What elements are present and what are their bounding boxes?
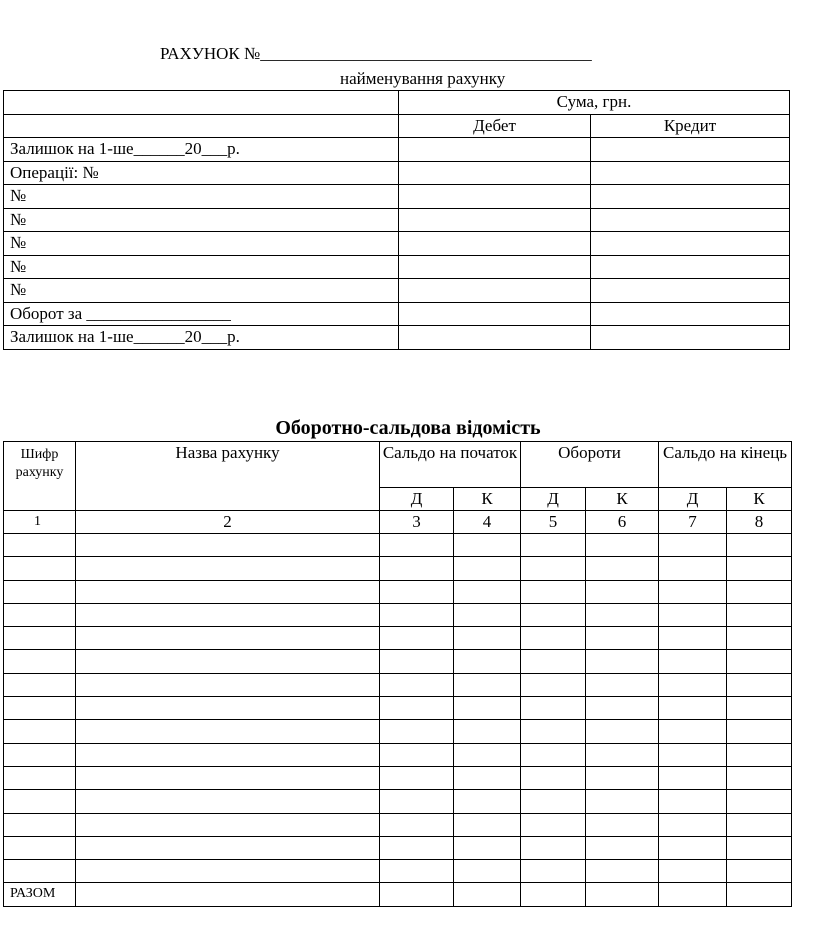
table-cell [727,534,792,557]
debit-cell [399,161,591,185]
table-cell [727,836,792,859]
table-cell [727,860,792,883]
table-cell [727,650,792,673]
col-code-header: Шифр рахунку [4,442,76,511]
total-cell [586,883,659,906]
table-cell [380,720,454,743]
dk-header: Д [521,488,586,511]
table-cell [521,697,586,720]
table-cell [586,860,659,883]
table-cell [380,650,454,673]
credit-cell [591,208,790,232]
col-number: 3 [380,511,454,534]
table-cell [659,836,727,859]
table-cell [586,697,659,720]
table-cell [727,580,792,603]
table-cell [521,603,586,626]
table-cell [659,743,727,766]
table-cell [380,790,454,813]
table-cell [521,836,586,859]
table-cell [727,766,792,789]
table-cell [659,720,727,743]
table-cell [380,534,454,557]
table-cell [454,534,521,557]
table-cell [454,697,521,720]
table-cell [380,836,454,859]
col-opening-header: Сальдо на початок [380,442,521,488]
table-cell [4,557,76,580]
table-cell [521,813,586,836]
table-cell [4,603,76,626]
table-cell [4,627,76,650]
table-cell [4,836,76,859]
table-cell [380,603,454,626]
table-cell [659,603,727,626]
table-cell [586,557,659,580]
col-number: 1 [4,511,76,534]
account-subtitle: найменування рахунку [340,69,506,88]
row-label: № [4,232,399,256]
statement-title: Оборотно-сальдова відомість [275,417,541,439]
col-turnover-header: Обороти [521,442,659,488]
row-label: Залишок на 1-ше______20___р. [4,138,399,162]
table-row [4,697,792,720]
dk-header: К [727,488,792,511]
table-cell [586,720,659,743]
row-label: Залишок на 1-ше______20___р. [4,326,399,350]
table-cell [521,673,586,696]
table-row [4,860,792,883]
empty-corner-cell [4,114,399,138]
table-cell [454,557,521,580]
table-cell [586,743,659,766]
col-number: 2 [76,511,380,534]
debit-cell [399,326,591,350]
table-cell [521,627,586,650]
dk-header: К [454,488,521,511]
table-cell [727,720,792,743]
table-cell [4,673,76,696]
row-label: № [4,185,399,209]
table-cell [4,743,76,766]
table-cell [727,603,792,626]
table-cell [454,860,521,883]
total-cell [380,883,454,906]
table-cell [586,650,659,673]
table-cell [76,720,380,743]
table-cell [586,603,659,626]
col-number: 4 [454,511,521,534]
table-cell [586,766,659,789]
table-cell [586,580,659,603]
table-cell [380,860,454,883]
dk-header: К [586,488,659,511]
table-cell [380,766,454,789]
table-cell [380,580,454,603]
table-cell [727,790,792,813]
total-cell [76,883,380,906]
total-cell [727,883,792,906]
total-cell [454,883,521,906]
table-cell [586,534,659,557]
table-cell [454,580,521,603]
col-number: 7 [659,511,727,534]
row-label: Оборот за _________________ [4,302,399,326]
table-cell [454,790,521,813]
table-row [4,650,792,673]
row-label: Операції: № [4,161,399,185]
table-cell [521,720,586,743]
table-cell [521,790,586,813]
dk-header: Д [380,488,454,511]
table-cell [76,650,380,673]
table-cell [454,650,521,673]
total-cell [521,883,586,906]
table-cell [659,673,727,696]
table-cell [76,673,380,696]
credit-cell [591,232,790,256]
table-cell [454,603,521,626]
debit-cell [399,302,591,326]
table-cell [76,580,380,603]
table-cell [4,860,76,883]
table-cell [659,557,727,580]
table-cell [76,627,380,650]
table-cell [454,720,521,743]
table-cell [454,743,521,766]
table-row [4,673,792,696]
credit-cell [591,302,790,326]
table-cell [76,836,380,859]
debit-cell [399,279,591,303]
table-cell [454,627,521,650]
debit-header: Дебет [399,114,591,138]
table-cell [659,790,727,813]
table-cell [659,534,727,557]
account-table [3,90,790,350]
account-title: РАХУНОК №_______________________________________ [160,44,592,63]
col-closing-header: Сальдо на кінець [659,442,792,488]
table-cell [586,813,659,836]
table-cell [76,743,380,766]
table-cell [380,673,454,696]
table-cell [76,766,380,789]
credit-cell [591,185,790,209]
table-cell [521,766,586,789]
table-cell [659,860,727,883]
total-label: РАЗОМ [4,883,76,906]
table-cell [727,557,792,580]
table-cell [76,860,380,883]
empty-corner-cell [4,91,399,115]
table-cell [521,743,586,766]
credit-cell [591,138,790,162]
table-cell [76,557,380,580]
table-cell [521,860,586,883]
table-row [4,743,792,766]
table-row [4,836,792,859]
row-label: № [4,255,399,279]
table-cell [454,766,521,789]
table-row [4,766,792,789]
debit-cell [399,255,591,279]
table-cell [4,720,76,743]
row-label: № [4,208,399,232]
table-cell [659,650,727,673]
col-name-header: Назва рахунку [76,442,380,511]
credit-cell [591,161,790,185]
table-cell [586,627,659,650]
table-cell [659,627,727,650]
table-cell [380,743,454,766]
table-row [4,813,792,836]
table-row [4,534,792,557]
table-cell [586,673,659,696]
table-cell [380,627,454,650]
table-cell [586,836,659,859]
table-cell [454,673,521,696]
row-label: № [4,279,399,303]
table-cell [76,697,380,720]
debit-cell [399,232,591,256]
credit-header: Кредит [591,114,790,138]
table-cell [76,603,380,626]
credit-cell [591,255,790,279]
dk-header: Д [659,488,727,511]
table-cell [521,580,586,603]
table-cell [4,580,76,603]
table-cell [380,697,454,720]
col-number: 8 [727,511,792,534]
table-cell [76,813,380,836]
table-cell [454,836,521,859]
statement-table [3,441,792,907]
table-cell [76,534,380,557]
table-row [4,790,792,813]
table-cell [4,766,76,789]
table-cell [727,697,792,720]
table-cell [380,813,454,836]
table-cell [659,697,727,720]
table-cell [4,790,76,813]
table-cell [727,627,792,650]
table-cell [4,534,76,557]
table-cell [659,813,727,836]
debit-cell [399,208,591,232]
total-cell [659,883,727,906]
table-row [4,720,792,743]
table-cell [659,580,727,603]
table-cell [380,557,454,580]
credit-cell [591,279,790,303]
table-cell [4,697,76,720]
table-row [4,557,792,580]
table-cell [4,813,76,836]
table-cell [727,813,792,836]
col-number: 6 [586,511,659,534]
debit-cell [399,185,591,209]
table-cell [727,673,792,696]
sum-header: Сума, грн. [399,91,790,115]
table-row [4,580,792,603]
statement-body [4,534,792,883]
table-cell [521,650,586,673]
debit-cell [399,138,591,162]
table-cell [659,766,727,789]
table-cell [76,790,380,813]
table-cell [521,534,586,557]
table-row [4,627,792,650]
table-cell [521,557,586,580]
table-cell [727,743,792,766]
table-cell [586,790,659,813]
table-row [4,603,792,626]
credit-cell [591,326,790,350]
table-cell [454,813,521,836]
table-cell [4,650,76,673]
col-number: 5 [521,511,586,534]
